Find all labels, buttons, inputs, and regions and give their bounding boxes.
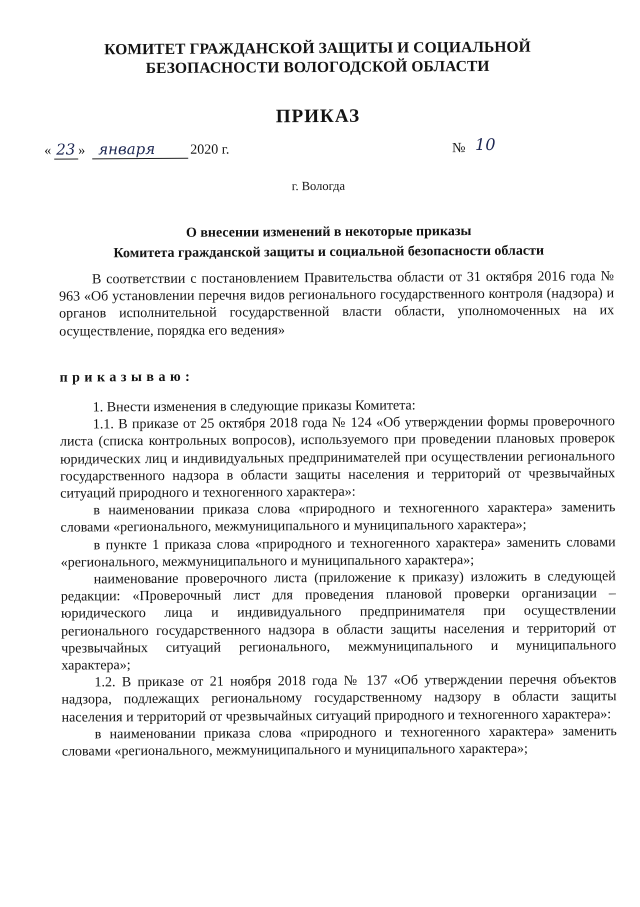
organization-name-line1: КОМИТЕТ ГРАЖДАНСКОЙ ЗАЩИТЫ И СОЦИАЛЬНОЙ xyxy=(104,38,531,59)
paragraph: 1. Внести изменения в следующие приказы Комитета: xyxy=(92,398,416,416)
paragraph: 1.1. В приказе от 25 октября 2018 года № 124 «Об утверждении формы проверочного листа (списка контрольных вопросов), используемого при проведении плановых проверок юридических лиц и индивидуальных предпринимателей при осуществлении регионального государственного надзора в области защиты населения и территорий от чрезвычайных ситуаций природного и техногенного характера»: xyxy=(59,414,616,502)
organization-name-line2: БЕЗОПАСНОСТИ ВОЛОГОДСКОЙ ОБЛАСТИ xyxy=(145,57,490,78)
paragraph: в наименовании приказа слова «природного и техногенного характера» заменить словами «регионального, межмуниципального и муниципального характера»; xyxy=(61,724,617,760)
date-close-quote: » xyxy=(78,143,86,159)
preamble xyxy=(59,268,614,340)
order-body xyxy=(60,396,617,761)
date-month-underline xyxy=(92,158,188,160)
date-day-handwritten: 23 xyxy=(56,140,76,159)
subject-line1: О внесении изменений в некоторые приказы xyxy=(185,224,472,241)
document-subject xyxy=(59,221,599,264)
date-day-underline xyxy=(54,158,78,159)
document-type: ПРИКАЗ xyxy=(275,105,361,128)
order-number-label: № xyxy=(452,141,466,157)
date-number-line xyxy=(44,134,604,163)
paragraph: в пункте 1 приказа слова «природного и техногенного характера» заменить словами «регионального, межмуниципального и муниципального характера»; xyxy=(60,534,616,571)
city: г. Вологда xyxy=(291,178,346,194)
organization-name xyxy=(77,38,557,79)
paragraph: в наименовании приказа слова «природного и техногенного характера» заменить словами «регионального, межмуниципального и муниципального характера»; xyxy=(60,500,616,537)
order-word: приказываю: xyxy=(59,369,195,386)
paragraph: наименование проверочного листа (приложение к приказу) изложить в следующей редакции: «Проверочный лист для проведения плановой проверки организации – юридического лица и индивидуального предпринимателя при осуществлении регионального государственного надзора в области защиты населения и территорий от чрезвычайных ситуаций регионального, межмуниципального и муниципального характера»; xyxy=(60,569,617,674)
date-open-quote: « xyxy=(44,143,52,159)
paragraph: 1.2. В приказе от 21 ноября 2018 года № 137 «Об утверждении перечня объектов надзора, подлежащих региональному государственному надзору в области защиты населения и территорий от чрезвычайных ситуаций природного и техногенного характера»: xyxy=(61,672,617,726)
date-month-handwritten: января xyxy=(98,140,156,159)
date-year: 2020 г. xyxy=(190,142,230,158)
preamble-text: В соответствии с постановлением Правительства области от 31 октября 2016 года № 963 «Об установлении перечня видов регионального государственного контроля (надзора) и органов исполнительной государственной власти области, уполномоченных на их осуществление, порядка его ведения» xyxy=(59,269,615,340)
order-number-handwritten: 10 xyxy=(475,134,496,155)
subject-line2: Комитета гражданской защиты и социальной безопасности области xyxy=(113,243,545,262)
